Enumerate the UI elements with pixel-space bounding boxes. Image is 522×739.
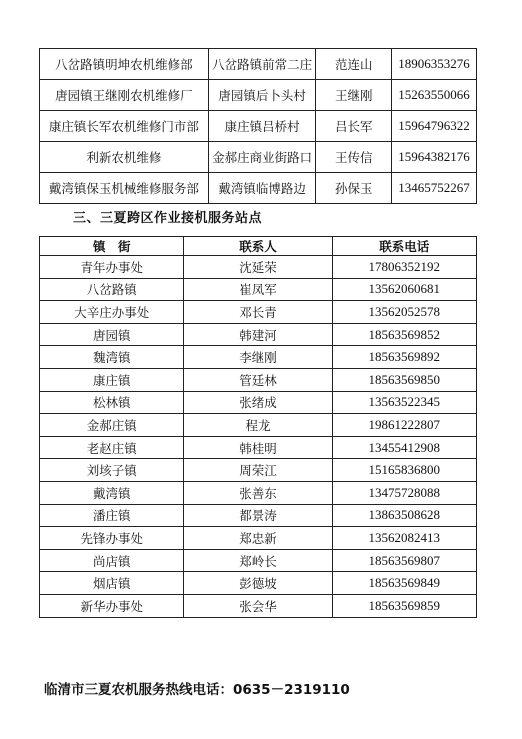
station-contact: 张绪成 (184, 391, 332, 414)
station-phone: 13562060681 (332, 278, 476, 301)
table-row (40, 436, 477, 459)
table-row (40, 80, 477, 111)
table-row (40, 481, 477, 504)
station-phone: 18563569807 (332, 549, 476, 572)
station-contact: 张善东 (184, 481, 332, 504)
station-town: 大辛庄办事处 (40, 301, 184, 324)
station-contact: 韩建河 (184, 323, 332, 346)
table-row (40, 173, 477, 204)
table-row (40, 368, 477, 391)
station-contact: 周荣江 (184, 459, 332, 482)
station-town: 刘垓子镇 (40, 459, 184, 482)
table-row (40, 391, 477, 414)
station-phone: 18563569849 (332, 572, 476, 595)
table-row (40, 414, 477, 437)
station-contact: 李继刚 (184, 346, 332, 369)
table-row (40, 278, 477, 301)
table-row (40, 594, 477, 617)
service-station-table (39, 236, 477, 618)
shop-name: 戴湾镇保玉机械维修服务部 (40, 173, 209, 204)
station-town: 魏湾镇 (40, 346, 184, 369)
shop-contact: 范连山 (316, 49, 392, 80)
station-contact: 崔凤军 (184, 278, 332, 301)
station-contact: 郑岭长 (184, 549, 332, 572)
shop-name: 唐园镇王继刚农机维修厂 (40, 80, 209, 111)
shop-phone: 15263550066 (392, 80, 477, 111)
station-contact: 邓长青 (184, 301, 332, 324)
station-contact: 程龙 (184, 414, 332, 437)
station-town: 松林镇 (40, 391, 184, 414)
table-row (40, 301, 477, 324)
shop-address: 金郝庄商业街路口 (208, 142, 316, 173)
table-row (40, 504, 477, 527)
table-row (40, 49, 477, 80)
shop-name: 八岔路镇明坤农机维修部 (40, 49, 209, 80)
header-contact: 联系人 (184, 237, 332, 256)
table-row (40, 527, 477, 550)
station-phone: 18563569852 (332, 323, 476, 346)
station-contact: 都景涛 (184, 504, 332, 527)
station-town: 老赵庄镇 (40, 436, 184, 459)
station-contact: 张会华 (184, 594, 332, 617)
hotline-text: 临清市三夏农机服务热线电话：0635－2319110 (44, 682, 350, 698)
station-town: 新华办事处 (40, 594, 184, 617)
shop-name: 康庄镇长军农机维修门市部 (40, 111, 209, 142)
table-row (40, 111, 477, 142)
header-phone: 联系电话 (332, 237, 476, 256)
station-town: 戴湾镇 (40, 481, 184, 504)
station-table-body (40, 256, 477, 618)
station-contact: 管廷林 (184, 368, 332, 391)
table-row (40, 346, 477, 369)
station-phone: 18563569859 (332, 594, 476, 617)
station-contact: 彭德坡 (184, 572, 332, 595)
station-town: 康庄镇 (40, 368, 184, 391)
station-phone: 13562082413 (332, 527, 476, 550)
station-contact: 韩桂明 (184, 436, 332, 459)
table-row (40, 142, 477, 173)
station-phone: 17806352192 (332, 256, 476, 279)
table-row (40, 549, 477, 572)
station-town: 八岔路镇 (40, 278, 184, 301)
table-row (40, 459, 477, 482)
station-contact: 郑忠新 (184, 527, 332, 550)
table-header-row (40, 237, 477, 256)
repair-shop-table (39, 48, 477, 204)
station-town: 唐园镇 (40, 323, 184, 346)
shop-phone: 15964382176 (392, 142, 477, 173)
shop-address: 八岔路镇前常二庄 (208, 49, 316, 80)
station-phone: 13562052578 (332, 301, 476, 324)
header-town: 镇 街 (40, 237, 184, 256)
station-contact: 沈延荣 (184, 256, 332, 279)
shop-address: 戴湾镇临博路边 (208, 173, 316, 204)
station-phone: 13563522345 (332, 391, 476, 414)
station-phone: 18563569892 (332, 346, 476, 369)
station-town: 金郝庄镇 (40, 414, 184, 437)
station-town: 烟店镇 (40, 572, 184, 595)
shop-contact: 孙保玉 (316, 173, 392, 204)
table-row (40, 323, 477, 346)
shop-phone: 18906353276 (392, 49, 477, 80)
shop-phone: 15964796322 (392, 111, 477, 142)
table-row (40, 572, 477, 595)
station-phone: 13455412908 (332, 436, 476, 459)
shop-phone: 13465752267 (392, 173, 477, 204)
station-town: 潘庄镇 (40, 504, 184, 527)
shop-name: 利新农机维修 (40, 142, 209, 173)
section-heading: 三、三夏跨区作业接机服务站点 (73, 211, 263, 226)
shop-address: 唐园镇后卜头村 (208, 80, 316, 111)
station-phone: 15165836800 (332, 459, 476, 482)
station-town: 先锋办事处 (40, 527, 184, 550)
station-phone: 19861222807 (332, 414, 476, 437)
station-phone: 13863508628 (332, 504, 476, 527)
shop-contact: 王继刚 (316, 80, 392, 111)
table-row (40, 256, 477, 279)
shop-contact: 吕长军 (316, 111, 392, 142)
shop-address: 康庄镇吕桥村 (208, 111, 316, 142)
station-phone: 18563569850 (332, 368, 476, 391)
station-phone: 13475728088 (332, 481, 476, 504)
station-town: 尚店镇 (40, 549, 184, 572)
shop-contact: 王传信 (316, 142, 392, 173)
station-town: 青年办事处 (40, 256, 184, 279)
